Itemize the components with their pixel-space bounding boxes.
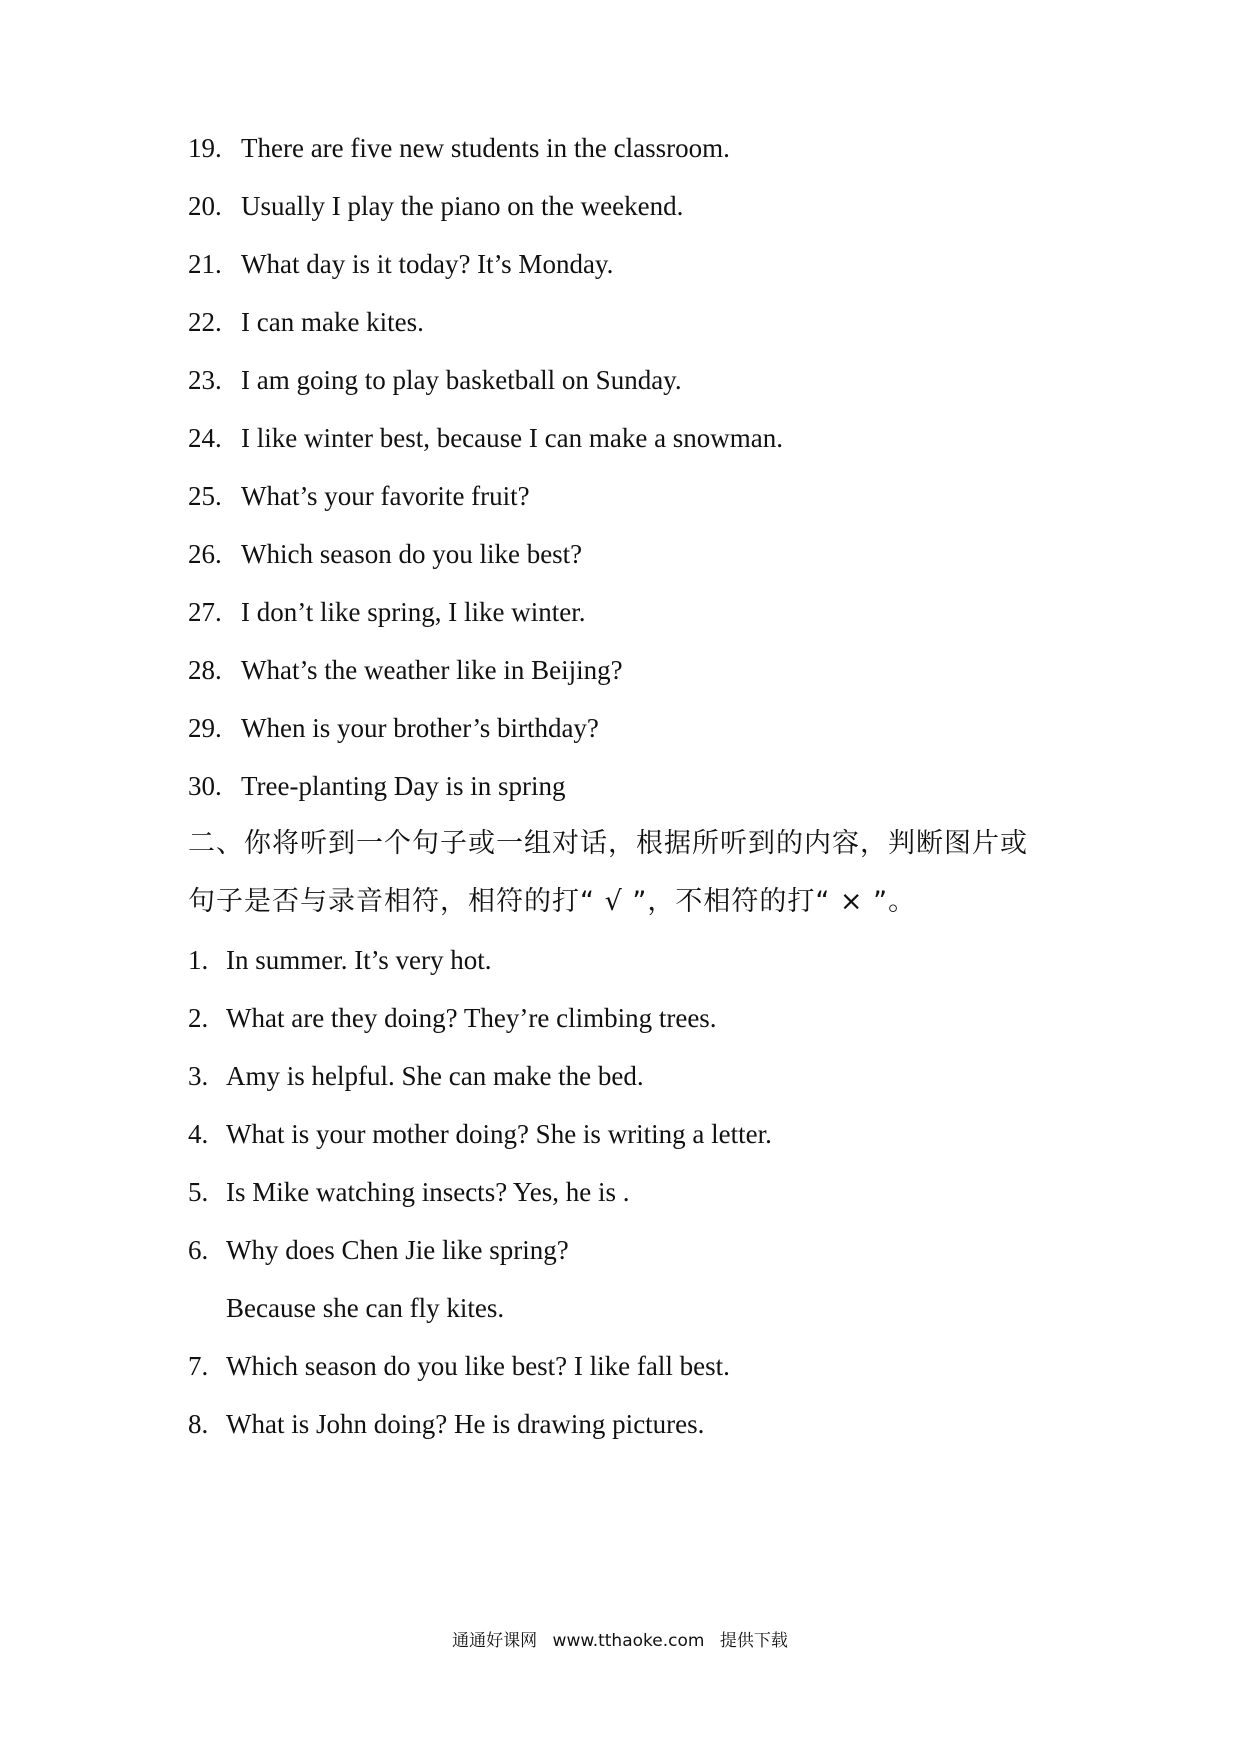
item-text: I like winter best, because I can make a snowman. [241, 423, 784, 453]
item-number: 3. [188, 1061, 209, 1091]
list-item-continuation [188, 1291, 504, 1325]
item-number: 29. [188, 713, 222, 743]
list-item [188, 1001, 717, 1035]
section-two-instruction-line2: 句子是否与录音相符，相符的打“ √ ”，不相符的打“ × ”。 [188, 886, 917, 917]
list-item [188, 1117, 772, 1151]
item-number: 20. [188, 191, 222, 221]
section-two-instruction-line1: 二、你将听到一个句子或一组对话，根据所听到的内容，判断图片或 [188, 828, 1028, 859]
list-item [188, 1175, 629, 1209]
list-item [188, 943, 491, 977]
item-text: I can make kites. [241, 307, 424, 337]
item-number: 19. [188, 133, 222, 163]
list-item [188, 1233, 569, 1267]
item-number: 6. [188, 1235, 209, 1265]
list-item [188, 131, 730, 165]
list-item [188, 769, 565, 803]
item-text: I don’t like spring, I like winter. [241, 597, 586, 627]
page-footer [0, 1630, 1240, 1652]
item-text: What day is it today? It’s Monday. [241, 249, 614, 279]
list-item [188, 363, 682, 397]
item-number: 23. [188, 365, 222, 395]
footer-site-name: 通通好课网 [452, 1631, 538, 1651]
item-number: 22. [188, 307, 222, 337]
item-text: Why does Chen Jie like spring? [226, 1235, 569, 1265]
list-item [188, 653, 623, 687]
item-text: Which season do you like best? I like fall best. [226, 1351, 730, 1381]
item-text: Is Mike watching insects? Yes, he is . [226, 1177, 630, 1207]
list-item [188, 1059, 644, 1093]
item-number: 8. [188, 1409, 209, 1439]
item-text: What is John doing? He is drawing pictures. [226, 1409, 705, 1439]
item-number: 5. [188, 1177, 209, 1207]
item-text: What is your mother doing? She is writing a letter. [226, 1119, 772, 1149]
list-item [188, 247, 613, 281]
item-number: 28. [188, 655, 222, 685]
item-text: What’s your favorite fruit? [241, 481, 530, 511]
item-number: 2. [188, 1003, 209, 1033]
list-item [188, 189, 683, 223]
item-text: I am going to play basketball on Sunday. [241, 365, 682, 395]
item-number: 7. [188, 1351, 209, 1381]
item-text: What’s the weather like in Beijing? [241, 655, 623, 685]
item-text: When is your brother’s birthday? [241, 713, 599, 743]
list-item [188, 1349, 730, 1383]
item-number: 1. [188, 945, 209, 975]
item-number: 27. [188, 597, 222, 627]
item-text: Usually I play the piano on the weekend. [241, 191, 684, 221]
list-item [188, 421, 783, 455]
list-item [188, 711, 599, 745]
list-item [188, 1407, 704, 1441]
item-number: 25. [188, 481, 222, 511]
item-number: 30. [188, 771, 222, 801]
item-text: What are they doing? They’re climbing trees. [226, 1003, 717, 1033]
list-item [188, 595, 585, 629]
item-text: There are five new students in the classroom. [241, 133, 730, 163]
item-text: Which season do you like best? [241, 539, 583, 569]
list-item [188, 537, 582, 571]
footer-suffix: 提供下载 [719, 1631, 788, 1651]
item-number: 21. [188, 249, 222, 279]
item-text: Because she can fly kites. [226, 1293, 505, 1323]
list-item [188, 305, 424, 339]
item-text: Amy is helpful. She can make the bed. [226, 1061, 644, 1091]
footer-url-link[interactable]: www.tthaoke.com [552, 1631, 705, 1651]
list-item [188, 479, 530, 513]
item-number: 24. [188, 423, 222, 453]
item-text: In summer. It’s very hot. [226, 945, 492, 975]
item-number: 4. [188, 1119, 209, 1149]
item-number: 26. [188, 539, 222, 569]
item-text: Tree-planting Day is in spring [241, 771, 566, 801]
